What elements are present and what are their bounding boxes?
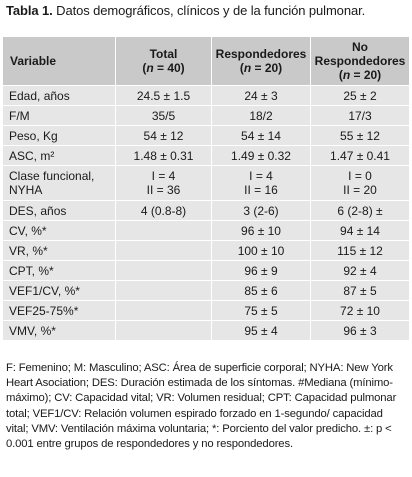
table-row <box>3 86 410 106</box>
data-table <box>2 36 410 341</box>
cell-no-respondedores: 72 ± 10 <box>311 301 410 321</box>
cell-no-respondedores: 1.47 ± 0.41 <box>311 146 410 166</box>
table-row <box>3 201 410 221</box>
row-variable: F/M <box>3 106 116 126</box>
table-row <box>3 166 410 201</box>
cell-total: 24.5 ± 1.5 <box>116 86 212 106</box>
cell-respondedores: 18/2 <box>212 106 311 126</box>
cell-respondedores: 54 ± 14 <box>212 126 311 146</box>
table-row <box>3 106 410 126</box>
row-variable: ASC, m² <box>3 146 116 166</box>
cell-no-respondedores: 92 ± 4 <box>311 261 410 281</box>
row-variable: VEF25-75%* <box>3 301 116 321</box>
table-caption: Datos demográficos, clínicos y de la función pulmonar. <box>52 3 366 18</box>
row-variable: Peso, Kg <box>3 126 116 146</box>
row-variable: VR, %* <box>3 241 116 261</box>
cell-no-respondedores: 96 ± 3 <box>311 321 410 341</box>
cell-total: 1.48 ± 0.31 <box>116 146 212 166</box>
cell-total <box>116 301 212 321</box>
row-variable: CV, %* <box>3 221 116 241</box>
table-row <box>3 281 410 301</box>
cell-no-respondedores: 25 ± 2 <box>311 86 410 106</box>
table-row <box>3 241 410 261</box>
cell-total <box>116 241 212 261</box>
table-title <box>6 3 410 19</box>
cell-total <box>116 261 212 281</box>
cell-respondedores: I = 4 II = 16 <box>212 166 311 201</box>
cell-respondedores: 24 ± 3 <box>212 86 311 106</box>
cell-total <box>116 281 212 301</box>
cell-total: I = 4 II = 36 <box>116 166 212 201</box>
cell-no-respondedores: I = 0 II = 20 <box>311 166 410 201</box>
cell-no-respondedores: 55 ± 12 <box>311 126 410 146</box>
cell-total: 54 ± 12 <box>116 126 212 146</box>
cell-total: 4 (0.8-8) <box>116 201 212 221</box>
table-row <box>3 146 410 166</box>
cell-respondedores: 75 ± 5 <box>212 301 311 321</box>
header-variable: Variable <box>3 37 116 86</box>
table-footnote: F: Femenino; M: Masculino; ASC: Área de superficie corporal; NYHA: New York Heart Asociation; DES: Duración estimada de los síntomas. #Mediana (mínimo-máximo); CV: Capacidad vital; VR: Volumen residual; CPT: Capacidad pulmonar total; VEF1/CV: Relación volumen espirado forzado en 1-segundo/ capacidad vital; VMV: Ventilación máxima voluntaria; *: Porciento del valor predicho. ±: p < 0.001 entre grupos de respondedores y no respondedores. <box>6 362 397 451</box>
cell-respondedores: 96 ± 10 <box>212 221 311 241</box>
cell-no-respondedores: 87 ± 5 <box>311 281 410 301</box>
cell-respondedores: 95 ± 4 <box>212 321 311 341</box>
table-row <box>3 321 410 341</box>
cell-respondedores: 96 ± 9 <box>212 261 311 281</box>
cell-respondedores: 85 ± 6 <box>212 281 311 301</box>
header-total: Total (n = 40) <box>116 37 212 86</box>
cell-total <box>116 221 212 241</box>
header-no-respondedores: No Respondedores (n = 20) <box>311 37 410 86</box>
table-row <box>3 126 410 146</box>
cell-no-respondedores: 115 ± 12 <box>311 241 410 261</box>
table-row <box>3 301 410 321</box>
table-label: Tabla 1. <box>6 3 53 18</box>
header-row <box>3 37 410 86</box>
row-variable: VEF1/CV, %* <box>3 281 116 301</box>
cell-total: 35/5 <box>116 106 212 126</box>
row-variable: CPT, %* <box>3 261 116 281</box>
cell-no-respondedores: 94 ± 14 <box>311 221 410 241</box>
cell-respondedores: 3 (2-6) <box>212 201 311 221</box>
table-row <box>3 221 410 241</box>
header-respondedores: Respondedores (n = 20) <box>212 37 311 86</box>
row-variable: Edad, años <box>3 86 116 106</box>
cell-respondedores: 1.49 ± 0.32 <box>212 146 311 166</box>
row-variable: Clase funcional, NYHA <box>3 166 116 201</box>
row-variable: DES, años <box>3 201 116 221</box>
cell-total <box>116 321 212 341</box>
cell-no-respondedores: 6 (2-8) ± <box>311 201 410 221</box>
row-variable: VMV, %* <box>3 321 116 341</box>
table-row <box>3 261 410 281</box>
cell-no-respondedores: 17/3 <box>311 106 410 126</box>
cell-respondedores: 100 ± 10 <box>212 241 311 261</box>
